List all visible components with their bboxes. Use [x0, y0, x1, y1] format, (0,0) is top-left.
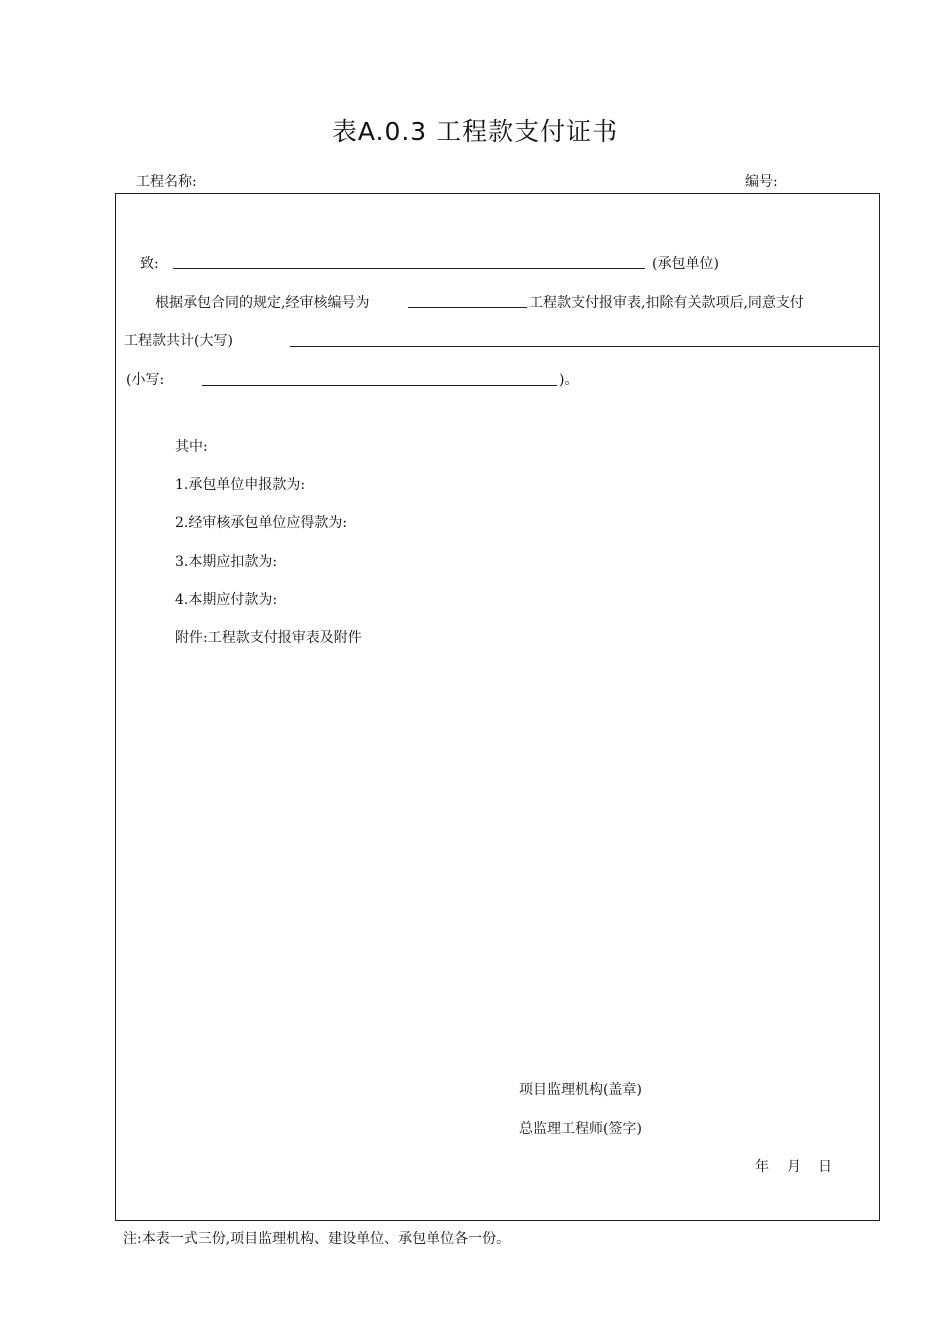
to-label: 致:: [140, 256, 159, 272]
number-label: 编号:: [745, 174, 778, 190]
to-suffix: (承包单位): [652, 256, 719, 272]
date-day-label: 日: [818, 1159, 832, 1175]
amount-uppercase-label: 工程款共计(大写): [124, 333, 233, 349]
amount-lowercase-suffix: )。: [559, 372, 579, 388]
amount-lowercase-label: (小写:: [126, 372, 165, 388]
contract-text-prefix: 根据承包合同的规定,经审核编号为: [155, 295, 370, 311]
amount-uppercase-field[interactable]: [290, 346, 880, 347]
recipient-field[interactable]: [173, 268, 645, 269]
chief-engineer-signature-label: 总监理工程师(签字): [519, 1121, 642, 1137]
page-title: 表A.0.3 工程款支付证书: [331, 117, 619, 146]
list-item: 2.经审核承包单位应得款为:: [175, 515, 348, 531]
supervision-org-seal-label: 项目监理机构(盖章): [519, 1082, 642, 1098]
contract-text-suffix: 工程款支付报审表,扣除有关款项后,同意支付: [529, 295, 804, 311]
attachment-label: 附件:工程款支付报审表及附件: [175, 630, 362, 646]
project-name-label: 工程名称:: [136, 174, 197, 190]
list-item: 3.本期应扣款为:: [175, 554, 278, 570]
application-number-field[interactable]: [408, 307, 527, 308]
date-month-label: 月: [787, 1159, 801, 1175]
among-label: 其中:: [175, 439, 208, 455]
list-item: 4.本期应付款为:: [175, 592, 278, 608]
date-year-label: 年: [755, 1159, 769, 1175]
amount-lowercase-field[interactable]: [202, 385, 557, 386]
list-item: 1.承包单位申报款为:: [175, 477, 306, 493]
footnote: 注:本表一式三份,项目监理机构、建设单位、承包单位各一份。: [123, 1231, 511, 1247]
